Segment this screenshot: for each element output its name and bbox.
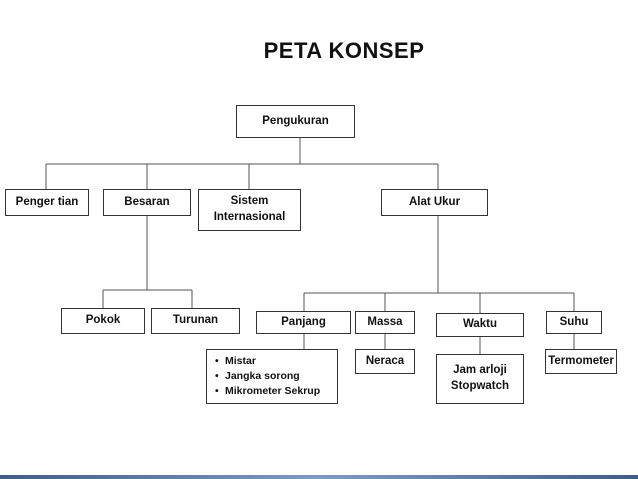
node-turunan: Turunan bbox=[151, 308, 240, 334]
node-suhu: Suhu bbox=[546, 311, 602, 334]
node-panjang: Panjang bbox=[256, 311, 351, 334]
list-item: • Mistar bbox=[225, 354, 320, 369]
instrument-list bbox=[213, 354, 320, 400]
node-waktu: Waktu bbox=[436, 313, 524, 337]
node-panjang-instruments bbox=[206, 349, 338, 404]
node-pengertian: Penger tian bbox=[5, 189, 89, 216]
node-besaran: Besaran bbox=[103, 189, 191, 216]
node-neraca: Neraca bbox=[355, 349, 415, 374]
node-alat-ukur: Alat Ukur bbox=[381, 189, 488, 216]
node-sistem-internasional: Sistem Internasional bbox=[198, 189, 301, 231]
list-item: • Mikrometer Sekrup bbox=[225, 384, 320, 399]
node-pokok: Pokok bbox=[61, 308, 145, 334]
node-termometer: Termometer bbox=[545, 349, 617, 374]
bottom-accent-bar bbox=[0, 475, 638, 479]
page-title: PETA KONSEP bbox=[263, 38, 425, 63]
node-massa: Massa bbox=[355, 311, 415, 334]
node-waktu-instruments: Jam arloji Stopwatch bbox=[436, 354, 524, 404]
list-item: • Jangka sorong bbox=[225, 369, 320, 384]
node-pengukuran: Pengukuran bbox=[236, 105, 355, 138]
